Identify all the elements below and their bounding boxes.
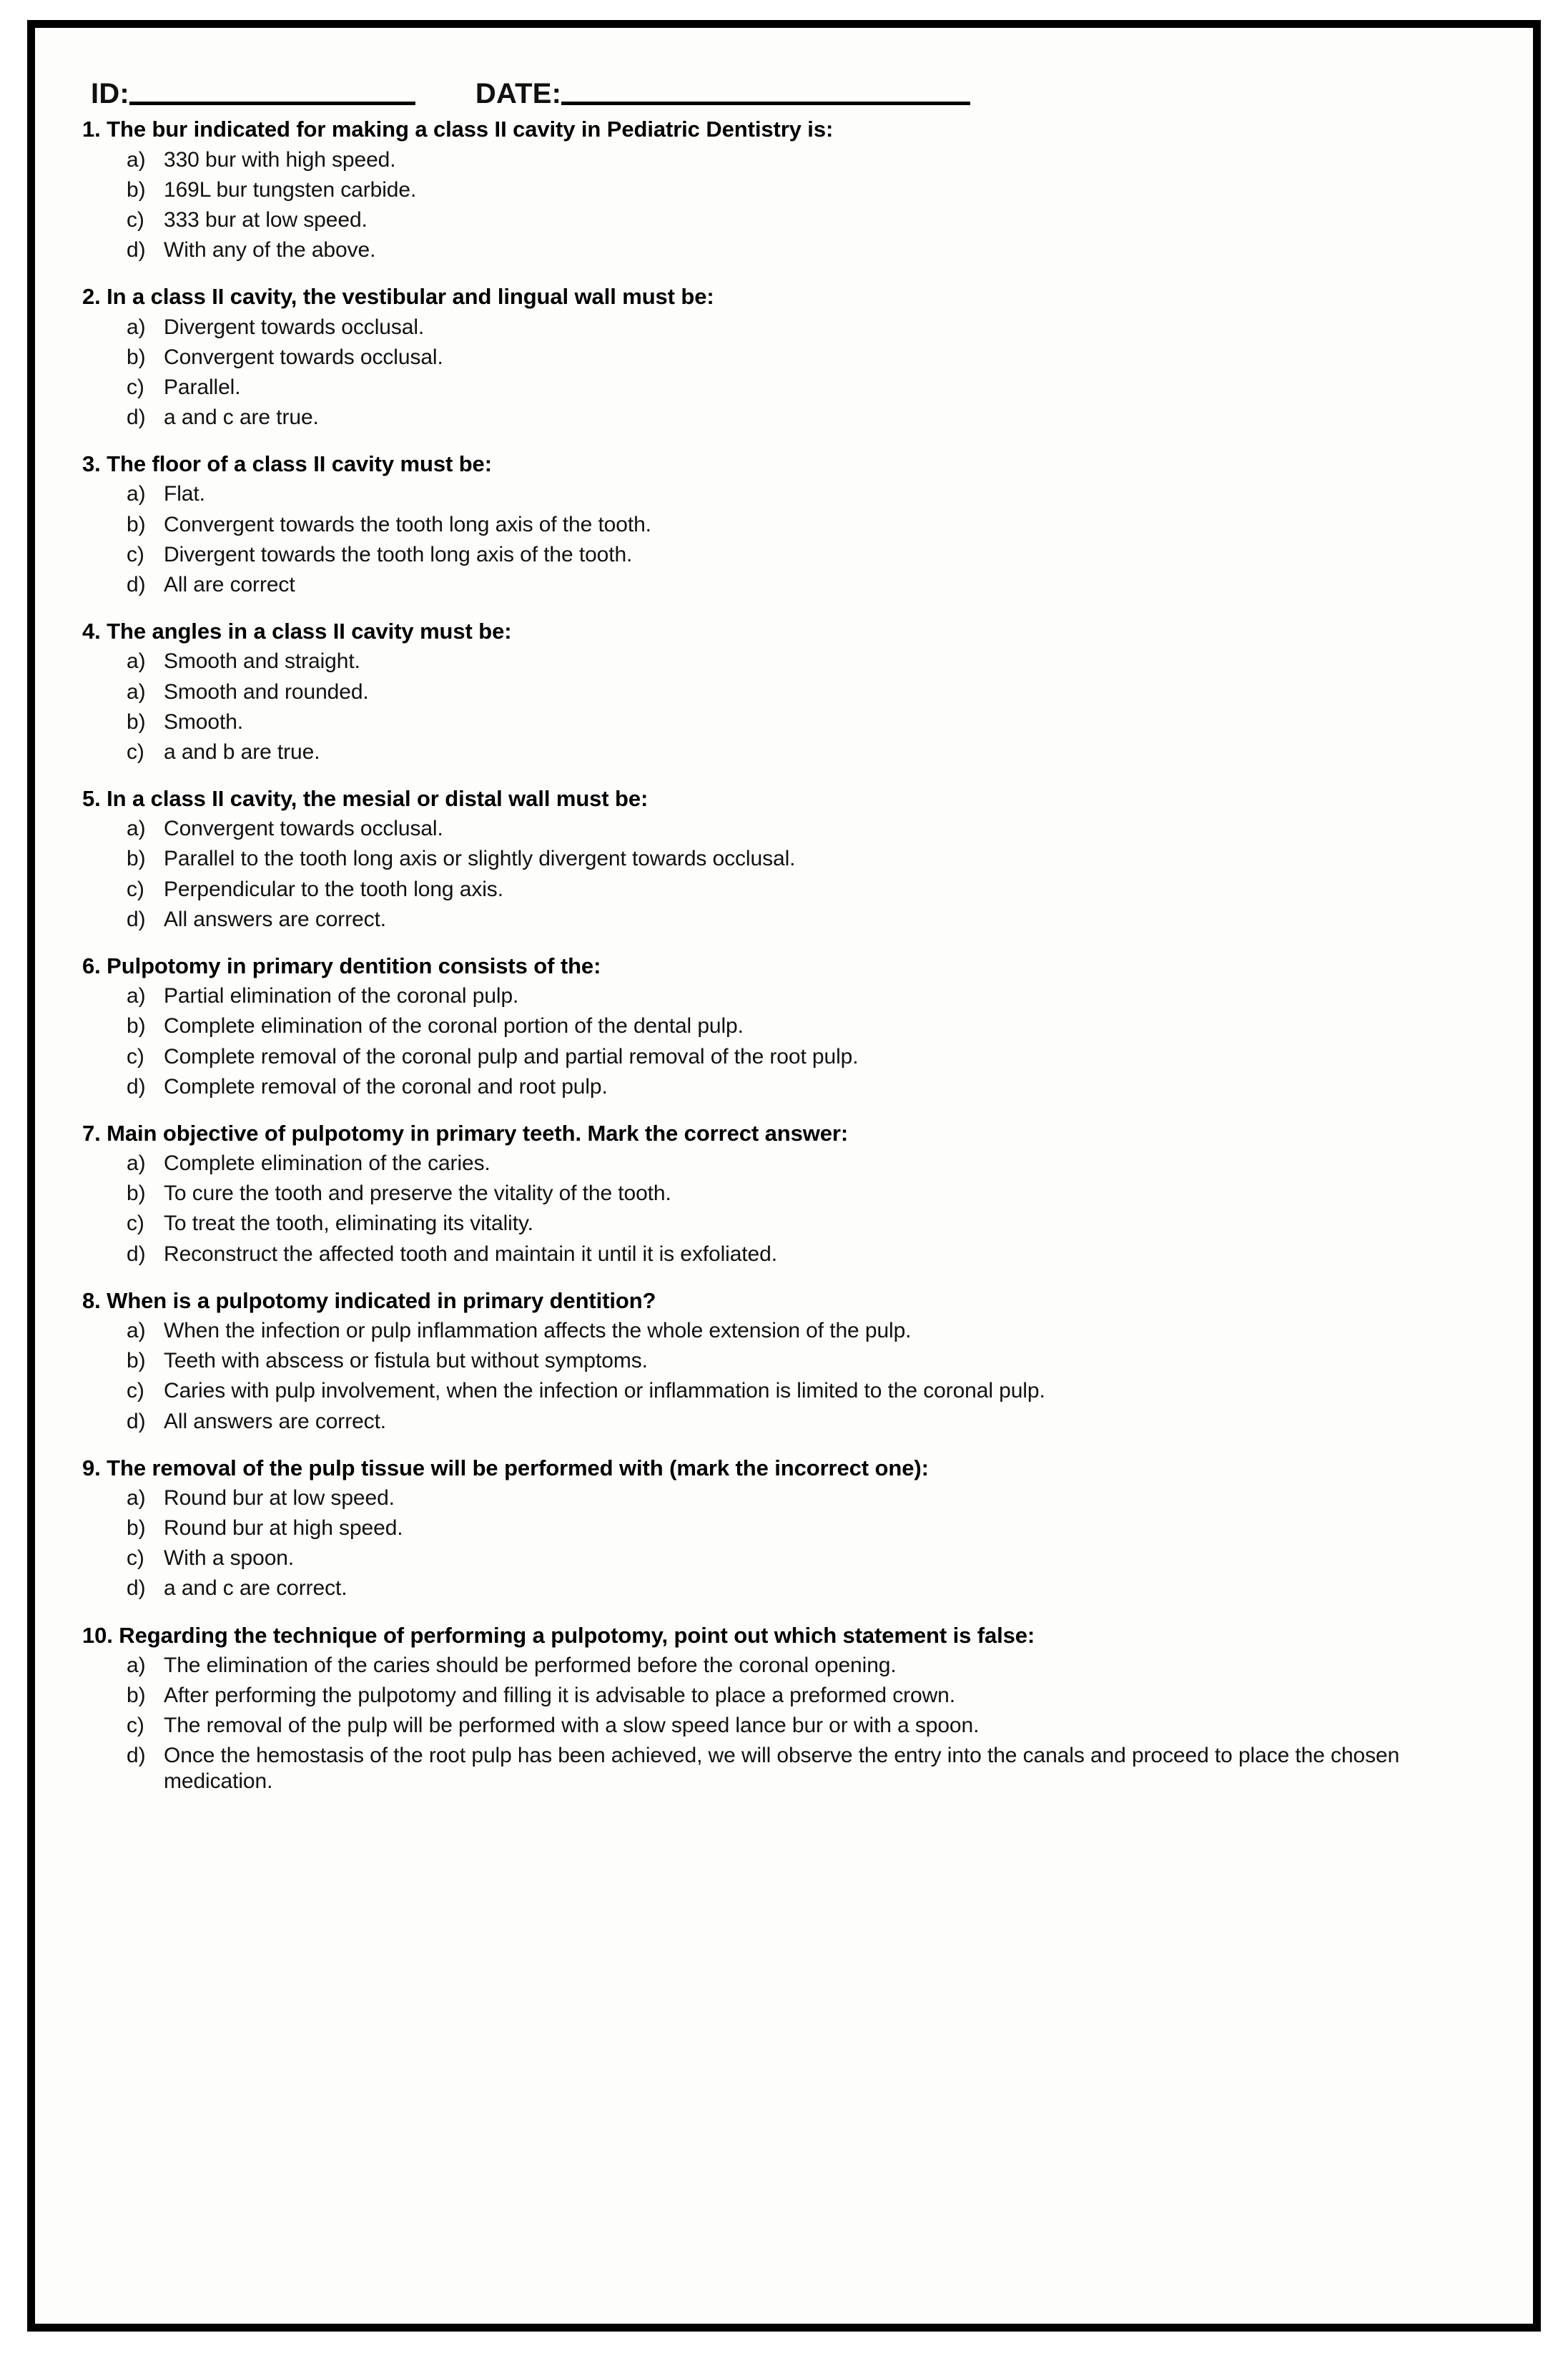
option-letter: b) (127, 709, 146, 734)
question-text: When is a pulpotomy indicated in primary dentition? (100, 1287, 656, 1313)
option-item[interactable] (66, 512, 1502, 537)
option-letter: d) (127, 1074, 146, 1099)
question-number: 2. (82, 283, 101, 309)
question-number: 10. (82, 1622, 113, 1648)
option-text: 330 bur with high speed. (164, 147, 396, 172)
option-text: To treat the tooth, eliminating its vitality. (164, 1212, 533, 1236)
question-text: The floor of a class II cavity must be: (100, 451, 492, 476)
option-text: Convergent towards occlusal. (164, 817, 443, 841)
question-text: The removal of the pulp tissue will be performed with (mark the incorrect one): (100, 1455, 929, 1480)
option-letter: d) (127, 572, 146, 596)
option-list (66, 983, 1502, 1099)
question-number: 7. (82, 1120, 101, 1146)
option-text: Flat. (164, 482, 205, 506)
option-text: Convergent towards the tooth long axis of the tooth. (164, 512, 651, 536)
option-text: Complete elimination of the coronal portion of the dental pulp. (164, 1014, 744, 1038)
option-text: a and c are correct. (164, 1576, 347, 1601)
option-text: All answers are correct. (164, 907, 387, 931)
option-letter: d) (127, 1744, 146, 1768)
option-letter: a) (127, 679, 146, 704)
option-item[interactable] (66, 345, 1502, 370)
id-label: ID: (91, 78, 129, 109)
option-letter: c) (127, 1212, 144, 1236)
option-text: The elimination of the caries should be performed before the coronal opening. (164, 1654, 897, 1678)
option-letter: c) (127, 542, 144, 566)
question-text: In a class II cavity, the mesial or distal wall must be: (100, 785, 649, 811)
option-item[interactable] (66, 1378, 1502, 1403)
question-text: Pulpotomy in primary dentition consists of the: (100, 953, 601, 978)
option-text: Parallel to the tooth long axis or slightly divergent towards occlusal. (164, 847, 796, 871)
question-block (66, 953, 1502, 1099)
question-text: The angles in a class II cavity must be: (100, 618, 512, 644)
option-item[interactable] (66, 177, 1502, 202)
option-list (66, 649, 1502, 764)
option-list (66, 147, 1502, 262)
option-text: Divergent towards the tooth long axis of the tooth. (164, 542, 633, 566)
option-text: All answers are correct. (164, 1409, 387, 1433)
question-block (66, 284, 1502, 430)
option-item[interactable] (66, 1516, 1502, 1541)
option-text: Perpendicular to the tooth long axis. (164, 877, 503, 901)
option-letter: a) (127, 147, 146, 172)
option-letter: b) (127, 512, 146, 536)
option-letter: c) (127, 740, 144, 764)
option-letter: c) (127, 1379, 144, 1403)
question-block (66, 1455, 1502, 1601)
option-text: Teeth with abscess or fistula but without symptoms. (164, 1349, 648, 1373)
option-text: Smooth and straight. (164, 649, 360, 674)
option-letter: b) (127, 1182, 146, 1206)
option-letter: a) (127, 984, 146, 1008)
option-item[interactable] (66, 740, 1502, 765)
question-number: 4. (82, 618, 101, 644)
option-letter: c) (127, 1044, 144, 1069)
option-item[interactable] (66, 1713, 1502, 1738)
option-item[interactable] (66, 542, 1502, 567)
question-number: 1. (82, 117, 101, 142)
option-item[interactable] (66, 877, 1502, 902)
option-text: Smooth and rounded. (164, 679, 369, 704)
option-item[interactable] (66, 315, 1502, 340)
option-item[interactable] (66, 1683, 1502, 1708)
option-letter: b) (127, 345, 146, 369)
option-list (66, 1151, 1502, 1266)
option-item[interactable] (66, 1044, 1502, 1069)
option-item[interactable] (66, 846, 1502, 871)
option-letter: c) (127, 877, 144, 901)
option-item[interactable] (66, 1409, 1502, 1434)
option-item[interactable] (66, 1211, 1502, 1236)
question-block (66, 619, 1502, 765)
option-item[interactable] (66, 1242, 1502, 1267)
option-text: Round bur at low speed. (164, 1486, 395, 1510)
option-item[interactable] (66, 1013, 1502, 1038)
option-list (66, 1653, 1502, 1793)
question-block (66, 451, 1502, 597)
option-item[interactable] (66, 237, 1502, 262)
option-text: Once the hemostasis of the root pulp has been achieved, we will observe the entry into the canals and proceed to place the chosen medication. (164, 1744, 1400, 1793)
option-letter: d) (127, 237, 146, 262)
option-item[interactable] (66, 1653, 1502, 1678)
option-item[interactable] (66, 572, 1502, 597)
option-item[interactable] (66, 1318, 1502, 1343)
question-stem (82, 1121, 1502, 1147)
option-text: Parallel. (164, 375, 241, 399)
option-item[interactable] (66, 816, 1502, 841)
option-letter: b) (127, 1516, 146, 1541)
option-text: With any of the above. (164, 237, 376, 262)
option-letter: a) (127, 1151, 146, 1176)
option-text: Complete elimination of the caries. (164, 1151, 490, 1176)
date-input-line[interactable] (561, 102, 970, 105)
option-letter: a) (127, 817, 146, 841)
question-text: The bur indicated for making a class II cavity in Pediatric Dentistry is: (100, 117, 834, 142)
option-item[interactable] (66, 1743, 1502, 1793)
option-list (66, 315, 1502, 430)
option-text: a and b are true. (164, 740, 320, 764)
option-item[interactable] (66, 1576, 1502, 1601)
question-number: 8. (82, 1287, 101, 1313)
question-stem (82, 786, 1502, 812)
option-letter: a) (127, 1486, 146, 1510)
question-stem (82, 1455, 1502, 1482)
question-text: In a class II cavity, the vestibular and lingual wall must be: (100, 283, 714, 309)
question-stem (82, 284, 1502, 310)
option-text: Round bur at high speed. (164, 1516, 403, 1541)
question-block (66, 1121, 1502, 1267)
question-block (66, 1288, 1502, 1434)
question-text: Regarding the technique of performing a pulpotomy, point out which statement is false: (112, 1622, 1035, 1648)
option-list (66, 816, 1502, 931)
option-item[interactable] (66, 1546, 1502, 1571)
question-stem (82, 953, 1502, 980)
option-item[interactable] (66, 1074, 1502, 1099)
question-number: 6. (82, 953, 101, 978)
option-letter: d) (127, 1409, 146, 1433)
option-letter: d) (127, 1576, 146, 1601)
option-item[interactable] (66, 207, 1502, 232)
option-text: Reconstruct the affected tooth and maintain it until it is exfoliated. (164, 1242, 777, 1266)
question-list (66, 117, 1502, 1794)
option-item[interactable] (66, 649, 1502, 674)
option-text: Convergent towards occlusal. (164, 345, 443, 369)
option-text: a and c are true. (164, 405, 319, 429)
question-stem (82, 117, 1502, 143)
option-letter: a) (127, 649, 146, 674)
option-text: When the infection or pulp inflammation affects the whole extension of the pulp. (164, 1319, 912, 1343)
exam-border-frame (27, 20, 1541, 2332)
option-letter: a) (127, 482, 146, 506)
option-item[interactable] (66, 1151, 1502, 1176)
option-item[interactable] (66, 1348, 1502, 1373)
option-item[interactable] (66, 375, 1502, 400)
option-item[interactable] (66, 405, 1502, 430)
option-letter: c) (127, 1714, 144, 1738)
option-item[interactable] (66, 679, 1502, 704)
option-text: Complete removal of the coronal and root pulp. (164, 1074, 608, 1099)
question-block (66, 1623, 1502, 1794)
option-letter: b) (127, 1349, 146, 1373)
option-letter: b) (127, 177, 146, 202)
question-number: 3. (82, 451, 101, 476)
option-list (66, 481, 1502, 596)
option-text: All are correct (164, 572, 295, 596)
question-block (66, 117, 1502, 262)
option-text: To cure the tooth and preserve the vitality of the tooth. (164, 1182, 671, 1206)
option-item[interactable] (66, 481, 1502, 506)
option-letter: a) (127, 315, 146, 339)
option-letter: a) (127, 1654, 146, 1678)
option-letter: c) (127, 1546, 144, 1571)
question-block (66, 786, 1502, 932)
id-input-line[interactable] (129, 102, 415, 105)
option-text: The removal of the pulp will be performed with a slow speed lance bur or with a spoon. (164, 1714, 980, 1738)
option-letter: b) (127, 847, 146, 871)
option-letter: b) (127, 1014, 146, 1038)
option-item[interactable] (66, 147, 1502, 172)
option-list (66, 1318, 1502, 1433)
option-item[interactable] (66, 907, 1502, 932)
question-number: 5. (82, 785, 101, 811)
option-text: Divergent towards occlusal. (164, 315, 425, 339)
option-text: Complete removal of the coronal pulp and partial removal of the root pulp. (164, 1044, 859, 1069)
question-stem (82, 1288, 1502, 1315)
option-letter: d) (127, 405, 146, 429)
option-text: 169L bur tungsten carbide. (164, 177, 417, 202)
option-item[interactable] (66, 1181, 1502, 1206)
option-letter: d) (127, 1242, 146, 1266)
option-text: 333 bur at low speed. (164, 207, 368, 232)
identification-row (91, 79, 1502, 108)
date-label: DATE: (475, 78, 562, 109)
option-item[interactable] (66, 1485, 1502, 1510)
question-stem (82, 619, 1502, 645)
question-stem (82, 451, 1502, 478)
option-text: Partial elimination of the coronal pulp. (164, 984, 519, 1008)
option-letter: a) (127, 1319, 146, 1343)
question-text: Main objective of pulpotomy in primary teeth. Mark the correct answer: (100, 1120, 849, 1146)
option-text: Caries with pulp involvement, when the infection or inflammation is limited to the coronal pulp. (164, 1379, 1045, 1403)
option-item[interactable] (66, 983, 1502, 1008)
option-letter: d) (127, 907, 146, 931)
option-text: Smooth. (164, 709, 244, 734)
option-letter: c) (127, 375, 144, 399)
question-stem (82, 1623, 1502, 1649)
question-number: 9. (82, 1455, 101, 1480)
option-letter: b) (127, 1684, 146, 1708)
option-text: After performing the pulpotomy and filling it is advisable to place a preformed crown. (164, 1684, 955, 1708)
option-text: With a spoon. (164, 1546, 295, 1571)
option-item[interactable] (66, 709, 1502, 735)
option-list (66, 1485, 1502, 1601)
option-letter: c) (127, 207, 144, 232)
